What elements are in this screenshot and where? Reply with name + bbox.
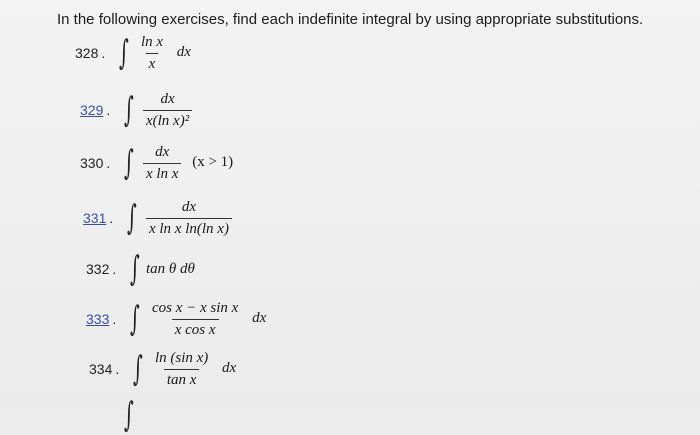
denominator: x ln x ln(ln x) xyxy=(146,218,232,238)
denominator: tan x xyxy=(164,369,200,389)
exercise-number: 329 . xyxy=(80,102,111,118)
fraction xyxy=(138,34,166,73)
numerator: cos x − x sin x xyxy=(151,299,239,316)
integral-sign: ∫ xyxy=(130,249,140,289)
fraction xyxy=(143,144,181,183)
fraction xyxy=(149,300,241,339)
exercise-number: 330 . xyxy=(80,155,111,171)
exercise-number: 328 . xyxy=(75,45,106,61)
numerator: ln x xyxy=(140,33,164,50)
numerator: dx xyxy=(181,198,197,215)
integral-sign: ∫ xyxy=(127,198,137,238)
exercise-330 xyxy=(80,140,233,186)
exercise-333 xyxy=(86,296,266,342)
integral-sign: ∫ xyxy=(133,349,143,389)
exercise-329 xyxy=(80,87,195,133)
exercise-332 xyxy=(86,246,195,292)
exercise-number: 331 . xyxy=(83,210,114,226)
denominator: x(ln x)² xyxy=(143,110,192,130)
exercise-link-329[interactable]: 329 xyxy=(80,102,104,118)
fraction xyxy=(143,91,192,130)
denominator: x ln x xyxy=(143,163,181,183)
exercise-link-333[interactable]: 333 xyxy=(86,311,110,327)
integral-sign: ∫ xyxy=(124,90,134,130)
exercise-number: 334 . xyxy=(89,361,120,377)
condition: (x > 1) xyxy=(192,154,234,171)
numerator: ln (sin x) xyxy=(154,349,209,366)
integral-sign: ∫ xyxy=(130,299,140,339)
exercise-334 xyxy=(89,346,236,392)
denominator: x xyxy=(146,53,159,73)
differential: dx xyxy=(252,310,267,327)
integral-sign: ∫ xyxy=(124,143,134,183)
denominator: x cos x xyxy=(172,319,219,339)
instructions-text: In the following exercises, find each indefinite integral by using appropriate substitutions. xyxy=(57,11,644,28)
exercise-328 xyxy=(75,30,191,76)
exercise-number: 333 . xyxy=(86,311,117,327)
numerator: dx xyxy=(155,143,170,160)
differential: dx xyxy=(222,360,237,377)
exercise-number: 332 . xyxy=(86,261,117,277)
integral-sign: ∫ xyxy=(119,33,129,73)
numerator: dx xyxy=(160,90,175,107)
fraction xyxy=(146,199,232,238)
exercise-331 xyxy=(83,195,235,241)
cutoff-integral-sign: ∫ xyxy=(123,395,134,435)
exercise-link-331[interactable]: 331 xyxy=(83,210,107,226)
differential: dx xyxy=(176,44,191,61)
fraction xyxy=(152,350,211,389)
integrand: tan θ dθ xyxy=(145,260,195,277)
